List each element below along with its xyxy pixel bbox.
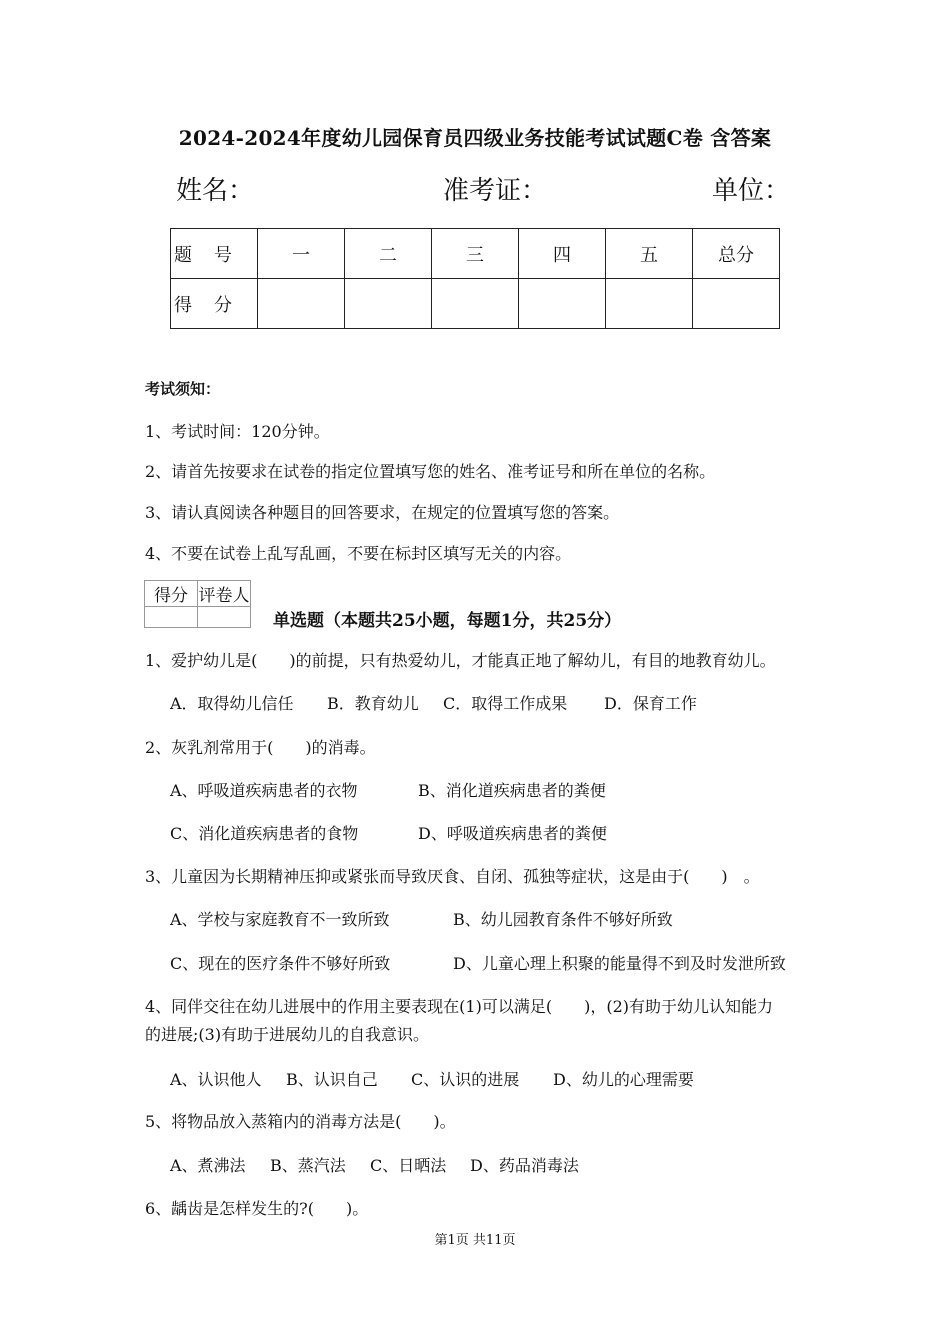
notice-item: 1、考试时间：120分钟。: [145, 422, 330, 441]
question-4-option-c: C、认识的进展: [411, 1070, 520, 1089]
score-header-cell: 三: [432, 229, 519, 279]
question-2-option-b: B、消化道疾病患者的粪便: [418, 781, 606, 800]
notice-item: 3、请认真阅读各种题目的回答要求，在规定的位置填写您的答案。: [145, 503, 620, 522]
question-2-option-d: D、呼吸道疾病患者的粪便: [418, 824, 607, 843]
section-title: 单选题（本题共25小题，每题1分，共25分）: [273, 611, 622, 631]
score-row-label: 得分: [171, 279, 258, 329]
question-3-option-a: A、学校与家庭教育不一致所致: [170, 910, 390, 929]
question-4-stem-continued: 的进展;(3)有助于进展幼儿的自我意识。: [145, 1025, 430, 1044]
unit-field-label: 单位：: [712, 176, 791, 206]
grader-box-grader-label: 评卷人: [198, 581, 251, 607]
score-table: [170, 228, 780, 329]
question-4-option-a: A、认识他人: [170, 1070, 262, 1089]
score-table-score-row: [171, 279, 780, 329]
question-4-stem: 4、同伴交往在幼儿进展中的作用主要表现在(1)可以满足( )，(2)有助于幼儿认知能力: [145, 997, 773, 1016]
question-5-option-d: D、药品消毒法: [470, 1156, 579, 1175]
page-title: 2024-2024年度幼儿园保育员四级业务技能考试试题C卷 含答案: [178, 126, 772, 150]
question-1-option-b: B．教育幼儿: [327, 694, 419, 713]
question-6-stem: 6、龋齿是怎样发生的?( )。: [145, 1199, 369, 1218]
score-header-cell: 四: [519, 229, 606, 279]
question-2-option-c: C、消化道疾病患者的食物: [170, 824, 359, 843]
score-cell[interactable]: [693, 279, 780, 329]
name-field-label: 姓名：: [176, 176, 255, 206]
notice-item: 2、请首先按要求在试卷的指定位置填写您的姓名、准考证号和所在单位的名称。: [145, 462, 716, 481]
score-cell[interactable]: [606, 279, 693, 329]
grader-box-score-label: 得分: [145, 581, 198, 607]
score-header-cell: 一: [258, 229, 345, 279]
question-5-stem: 5、将物品放入蒸箱内的消毒方法是( )。: [145, 1112, 456, 1131]
score-table-header-row: [171, 229, 780, 279]
score-cell[interactable]: [258, 279, 345, 329]
question-1-option-c: C．取得工作成果: [443, 694, 568, 713]
question-3-option-d: D、儿童心理上积聚的能量得不到及时发泄所致: [453, 954, 786, 973]
grader-box: [144, 580, 251, 628]
question-5-option-b: B、蒸汽法: [270, 1156, 346, 1175]
exam-id-field-label: 准考证：: [443, 176, 548, 206]
question-2-stem: 2、灰乳剂常用于( )的消毒。: [145, 738, 376, 757]
question-1-option-a: A．取得幼儿信任: [170, 694, 294, 713]
score-header-cell: 题号: [171, 229, 258, 279]
question-3-option-c: C、现在的医疗条件不够好所致: [170, 954, 391, 973]
score-cell[interactable]: [345, 279, 432, 329]
notice-item: 4、不要在试卷上乱写乱画，不要在标封区填写无关的内容。: [145, 544, 572, 563]
question-3-option-b: B、幼儿园教育条件不够好所致: [453, 910, 673, 929]
score-header-cell: 总分: [693, 229, 780, 279]
question-5-option-a: A、煮沸法: [170, 1156, 246, 1175]
question-1-stem: 1、爱护幼儿是( )的前提，只有热爱幼儿，才能真正地了解幼儿，有目的地教育幼儿。: [145, 651, 776, 670]
grader-box-score-cell[interactable]: [145, 607, 198, 628]
score-header-cell: 二: [345, 229, 432, 279]
question-3-stem: 3、儿童因为长期精神压抑或紧张而导致厌食、自闭、孤独等症状，这是由于( ) 。: [145, 867, 760, 886]
question-1-option-d: D．保育工作: [604, 694, 697, 713]
question-5-option-c: C、日晒法: [370, 1156, 447, 1175]
score-header-cell: 五: [606, 229, 693, 279]
question-4-option-b: B、认识自己: [286, 1070, 378, 1089]
page-footer: 第1页 共11页: [434, 1233, 516, 1248]
grader-box-grader-cell[interactable]: [198, 607, 251, 628]
question-2-option-a: A、呼吸道疾病患者的衣物: [170, 781, 358, 800]
notice-heading: 考试须知：: [145, 380, 221, 398]
question-4-option-d: D、幼儿的心理需要: [553, 1070, 694, 1089]
score-cell[interactable]: [432, 279, 519, 329]
score-cell[interactable]: [519, 279, 606, 329]
